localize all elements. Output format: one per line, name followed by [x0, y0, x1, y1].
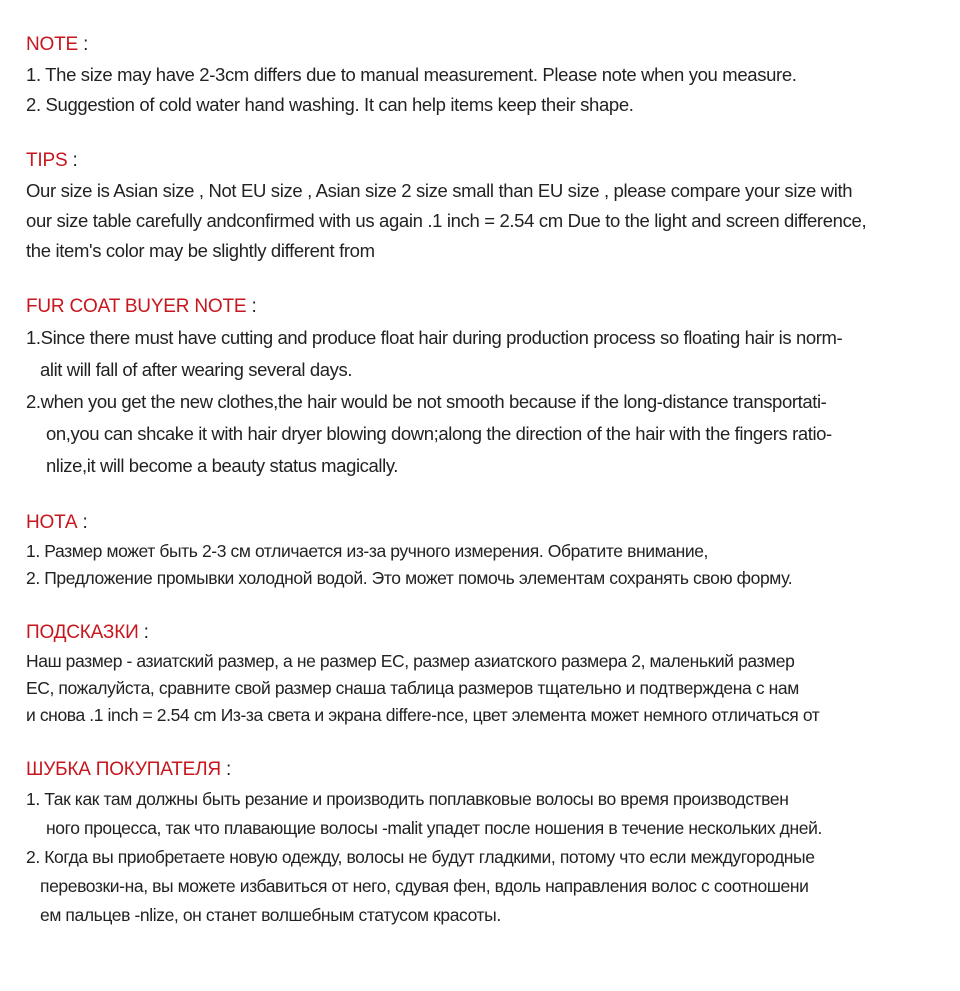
fur-coat-line: alit will fall of after wearing several days. [40, 359, 353, 380]
note-line: 2. Suggestion of cold water hand washing. It can help items keep their shape. [26, 94, 634, 115]
shuba-line: ем пальцев -nlize, он станет волшебным статусом красоты. [40, 905, 501, 925]
note-colon: : [83, 34, 89, 55]
nota-heading [26, 508, 934, 538]
shuba-line: 1. Так как там должны быть резание и производить поплавковые волосы во время производствен [26, 789, 789, 809]
podskazki-heading [26, 618, 934, 648]
shuba-title: ШУБКА ПОКУПАТЕЛЯ [26, 759, 221, 780]
note-heading [26, 30, 934, 60]
note-line: 1. The size may have 2-3cm differs due to manual measurement. Please note when you measure. [26, 64, 797, 85]
fur-coat-line: 2.when you get the new clothes,the hair would be not smooth because if the long-distance transportati- [26, 391, 827, 412]
shuba-heading [26, 755, 934, 785]
nota-title: НОТА [26, 512, 78, 533]
note-title: NOTE [26, 34, 78, 55]
shuba-line: 2. Когда вы приобретаете новую одежду, волосы не будут гладкими, потому что если междугородные [26, 847, 815, 867]
nota-colon: : [82, 512, 88, 533]
nota-line: 1. Размер может быть 2-3 см отличается из-за ручного измерения. Обратите внимание, [26, 541, 709, 561]
fur-coat-colon: : [251, 296, 257, 317]
fur-coat-line: nlize,it will become a beauty status magically. [46, 455, 399, 476]
podskazki-colon: : [143, 622, 149, 643]
fur-coat-line: 1.Since there must have cutting and produce float hair during production process so floating hair is norm- [26, 327, 843, 348]
nota-line: 2. Предложение промывки холодной водой. Это может помочь элементам сохранять свою форму. [26, 568, 793, 588]
tips-line: the item's color may be slightly different from [26, 240, 375, 261]
podskazki-title: ПОДСКАЗКИ [26, 622, 139, 643]
tips-section [26, 146, 934, 266]
podskazki-line: ЕС, пожалуйста, сравните свой размер снаша таблица размеров тщательно и подтверждена с нам [26, 678, 799, 698]
note-section [26, 30, 934, 120]
fur-coat-title: FUR COAT BUYER NOTE [26, 296, 247, 317]
tips-line: our size table carefully andconfirmed with us again .1 inch = 2.54 cm Due to the light and screen difference, [26, 210, 867, 231]
fur-coat-heading [26, 292, 934, 322]
shuba-line: ного процесса, так что плавающие волосы -malit упадет после ношения в течение нескольких дней. [46, 818, 822, 838]
nota-section [26, 508, 934, 592]
tips-line: Our size is Asian size , Not EU size , Asian size 2 size small than EU size , please compare your size with [26, 180, 853, 201]
shuba-section [26, 755, 934, 930]
tips-heading [26, 146, 934, 176]
shuba-line: перевозки-на, вы можете избавиться от него, сдувая фен, вдоль направления волос с соотношени [40, 876, 809, 896]
podskazki-line: и снова .1 inch = 2.54 cm Из-за света и экрана differe-nce, цвет элемента может немного отличаться от [26, 705, 820, 725]
fur-coat-section [26, 292, 934, 482]
tips-title: TIPS [26, 150, 68, 171]
podskazki-line: Наш размер - азиатский размер, а не размер ЕС, размер азиатского размера 2, маленький размер [26, 651, 795, 671]
podskazki-section [26, 618, 934, 729]
fur-coat-line: on,you can shcake it with hair dryer blowing down;along the direction of the hair with the fingers ratio- [46, 423, 832, 444]
shuba-colon: : [225, 759, 232, 780]
tips-colon: : [72, 150, 78, 171]
